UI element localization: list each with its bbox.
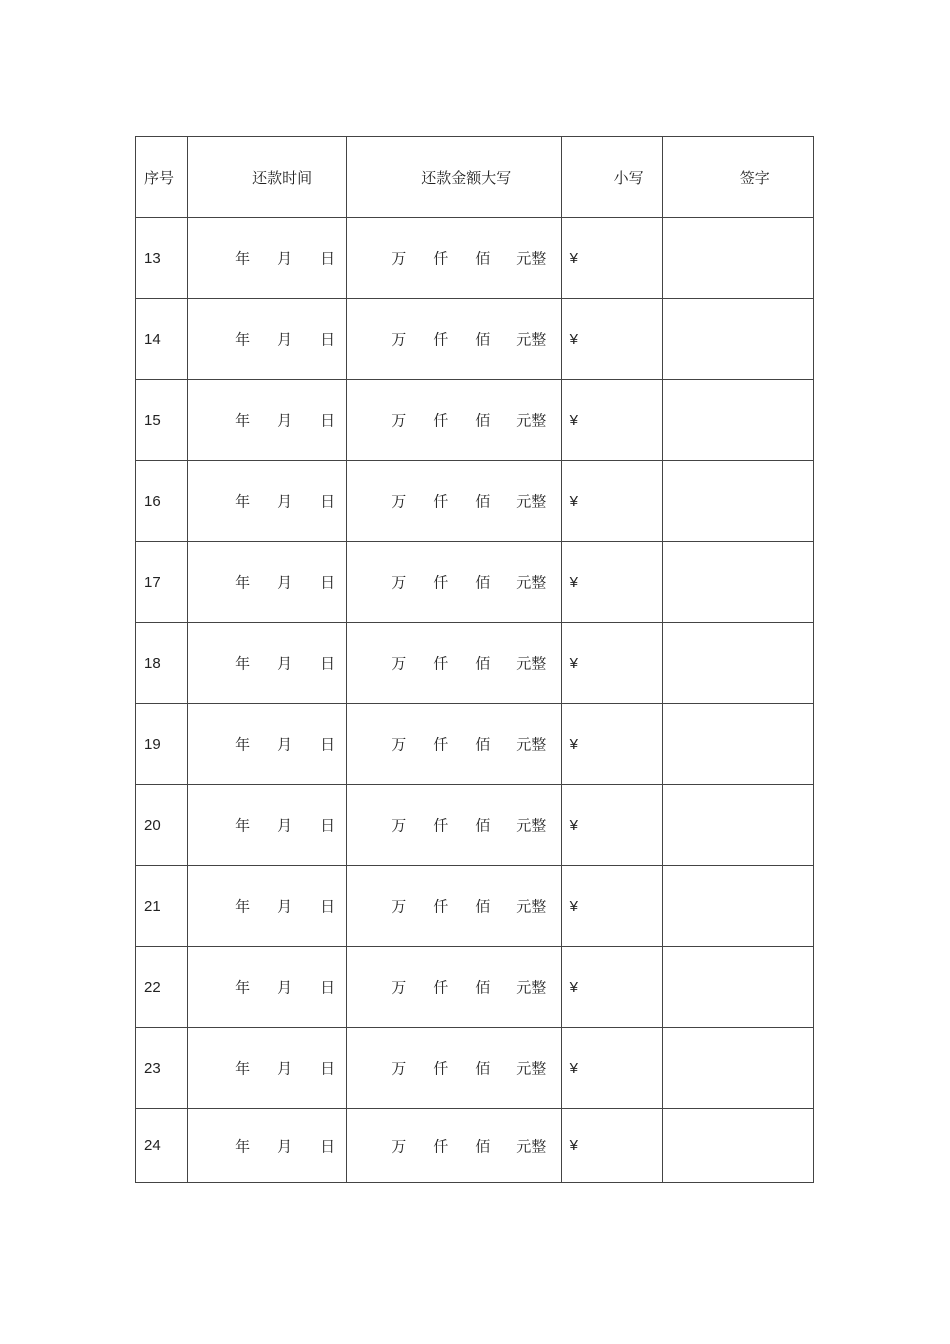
- bai-unit: 佰: [475, 411, 491, 430]
- currency-symbol: ¥: [569, 978, 578, 996]
- day-unit: 日: [320, 573, 336, 592]
- row-index: 19: [136, 704, 188, 785]
- yuan-unit: 元整: [516, 1059, 547, 1078]
- repayment-date-cell[interactable]: [188, 1028, 347, 1109]
- signature-cell[interactable]: [662, 299, 813, 380]
- qian-unit: 仟: [433, 1059, 449, 1078]
- yuan-unit: 元整: [516, 978, 547, 997]
- amount-in-words-cell[interactable]: [347, 380, 561, 461]
- signature-cell[interactable]: [662, 785, 813, 866]
- yuan-unit: 元整: [516, 330, 547, 349]
- header-signature: 签字: [662, 137, 813, 218]
- year-unit: 年: [235, 816, 251, 835]
- currency-symbol: ¥: [569, 330, 578, 348]
- year-unit: 年: [235, 411, 251, 430]
- table-row: [136, 1109, 814, 1183]
- qian-unit: 仟: [433, 1137, 449, 1155]
- signature-cell[interactable]: [662, 1109, 813, 1183]
- signature-cell[interactable]: [662, 623, 813, 704]
- table-row: [136, 461, 814, 542]
- repayment-date-cell[interactable]: [188, 623, 347, 704]
- amount-in-words-cell[interactable]: [347, 623, 561, 704]
- bai-unit: 佰: [475, 735, 491, 754]
- bai-unit: 佰: [475, 1059, 491, 1078]
- table-row: [136, 785, 814, 866]
- yuan-unit: 元整: [516, 492, 547, 511]
- repayment-date-cell[interactable]: [188, 1109, 347, 1183]
- bai-unit: 佰: [475, 816, 491, 835]
- yuan-unit: 元整: [516, 735, 547, 754]
- table-row: [136, 380, 814, 461]
- amount-in-figures-cell[interactable]: [561, 623, 662, 704]
- repayment-date-cell[interactable]: [188, 380, 347, 461]
- bai-unit: 佰: [475, 1137, 491, 1155]
- year-unit: 年: [235, 573, 251, 592]
- amount-in-words-cell[interactable]: [347, 299, 561, 380]
- signature-cell[interactable]: [662, 542, 813, 623]
- qian-unit: 仟: [433, 573, 449, 592]
- amount-in-figures-cell[interactable]: [561, 704, 662, 785]
- wan-unit: 万: [391, 654, 407, 673]
- wan-unit: 万: [391, 573, 407, 592]
- day-unit: 日: [320, 816, 336, 835]
- wan-unit: 万: [391, 492, 407, 511]
- amount-in-figures-cell[interactable]: [561, 1028, 662, 1109]
- repayment-date-cell[interactable]: [188, 299, 347, 380]
- amount-in-figures-cell[interactable]: [561, 461, 662, 542]
- repayment-date-cell[interactable]: [188, 785, 347, 866]
- row-index: 24: [136, 1109, 188, 1183]
- signature-cell[interactable]: [662, 1028, 813, 1109]
- amount-in-figures-cell[interactable]: [561, 380, 662, 461]
- currency-symbol: ¥: [569, 1137, 578, 1154]
- table-row: [136, 218, 814, 299]
- repayment-date-cell[interactable]: [188, 461, 347, 542]
- row-index: 22: [136, 947, 188, 1028]
- bai-unit: 佰: [475, 654, 491, 673]
- repayment-table: [135, 136, 814, 1183]
- day-unit: 日: [320, 978, 336, 997]
- currency-symbol: ¥: [569, 816, 578, 834]
- signature-cell[interactable]: [662, 218, 813, 299]
- bai-unit: 佰: [475, 249, 491, 268]
- yuan-unit: 元整: [516, 249, 547, 268]
- currency-symbol: ¥: [569, 654, 578, 672]
- year-unit: 年: [235, 492, 251, 511]
- year-unit: 年: [235, 654, 251, 673]
- wan-unit: 万: [391, 978, 407, 997]
- header-repayment-date: 还款时间: [188, 137, 347, 218]
- bai-unit: 佰: [475, 978, 491, 997]
- wan-unit: 万: [391, 411, 407, 430]
- table-row: [136, 1028, 814, 1109]
- signature-cell[interactable]: [662, 704, 813, 785]
- amount-in-figures-cell[interactable]: [561, 866, 662, 947]
- month-unit: 月: [277, 573, 293, 592]
- qian-unit: 仟: [433, 249, 449, 268]
- amount-in-words-cell[interactable]: [347, 1028, 561, 1109]
- yuan-unit: 元整: [516, 411, 547, 430]
- month-unit: 月: [277, 897, 293, 916]
- header-index: 序号: [136, 137, 188, 218]
- day-unit: 日: [320, 654, 336, 673]
- table-row: [136, 623, 814, 704]
- amount-in-words-cell[interactable]: [347, 542, 561, 623]
- row-index: 17: [136, 542, 188, 623]
- table-row: [136, 947, 814, 1028]
- year-unit: 年: [235, 330, 251, 349]
- amount-in-figures-cell[interactable]: [561, 542, 662, 623]
- qian-unit: 仟: [433, 330, 449, 349]
- wan-unit: 万: [391, 249, 407, 268]
- bai-unit: 佰: [475, 330, 491, 349]
- row-index: 20: [136, 785, 188, 866]
- month-unit: 月: [277, 978, 293, 997]
- year-unit: 年: [235, 1059, 251, 1078]
- table-row: [136, 704, 814, 785]
- qian-unit: 仟: [433, 897, 449, 916]
- day-unit: 日: [320, 249, 336, 268]
- repayment-date-cell[interactable]: [188, 866, 347, 947]
- yuan-unit: 元整: [516, 1137, 547, 1155]
- day-unit: 日: [320, 735, 336, 754]
- yuan-unit: 元整: [516, 573, 547, 592]
- repayment-date-cell[interactable]: [188, 218, 347, 299]
- currency-symbol: ¥: [569, 249, 578, 267]
- qian-unit: 仟: [433, 654, 449, 673]
- day-unit: 日: [320, 897, 336, 916]
- wan-unit: 万: [391, 816, 407, 835]
- month-unit: 月: [277, 1059, 293, 1078]
- month-unit: 月: [277, 654, 293, 673]
- month-unit: 月: [277, 411, 293, 430]
- amount-in-words-cell[interactable]: [347, 1109, 561, 1183]
- amount-in-figures-cell[interactable]: [561, 1109, 662, 1183]
- month-unit: 月: [277, 330, 293, 349]
- bai-unit: 佰: [475, 573, 491, 592]
- year-unit: 年: [235, 1137, 251, 1155]
- wan-unit: 万: [391, 897, 407, 916]
- amount-in-words-cell[interactable]: [347, 866, 561, 947]
- day-unit: 日: [320, 411, 336, 430]
- qian-unit: 仟: [433, 411, 449, 430]
- qian-unit: 仟: [433, 735, 449, 754]
- bai-unit: 佰: [475, 897, 491, 916]
- day-unit: 日: [320, 330, 336, 349]
- row-index: 18: [136, 623, 188, 704]
- currency-symbol: ¥: [569, 411, 578, 429]
- table-row: [136, 866, 814, 947]
- row-index: 21: [136, 866, 188, 947]
- amount-in-figures-cell[interactable]: [561, 947, 662, 1028]
- wan-unit: 万: [391, 1137, 407, 1155]
- signature-cell[interactable]: [662, 380, 813, 461]
- day-unit: 日: [320, 1137, 336, 1155]
- day-unit: 日: [320, 1059, 336, 1078]
- currency-symbol: ¥: [569, 573, 578, 591]
- amount-in-words-cell[interactable]: [347, 704, 561, 785]
- row-index: 13: [136, 218, 188, 299]
- table-row: [136, 299, 814, 380]
- signature-cell[interactable]: [662, 947, 813, 1028]
- amount-in-words-cell[interactable]: [347, 785, 561, 866]
- row-index: 16: [136, 461, 188, 542]
- wan-unit: 万: [391, 1059, 407, 1078]
- repayment-date-cell[interactable]: [188, 704, 347, 785]
- bai-unit: 佰: [475, 492, 491, 511]
- day-unit: 日: [320, 492, 336, 511]
- wan-unit: 万: [391, 735, 407, 754]
- amount-in-figures-cell[interactable]: [561, 218, 662, 299]
- month-unit: 月: [277, 492, 293, 511]
- yuan-unit: 元整: [516, 654, 547, 673]
- row-index: 15: [136, 380, 188, 461]
- yuan-unit: 元整: [516, 897, 547, 916]
- amount-in-words-cell[interactable]: [347, 461, 561, 542]
- repayment-date-cell[interactable]: [188, 947, 347, 1028]
- qian-unit: 仟: [433, 978, 449, 997]
- year-unit: 年: [235, 978, 251, 997]
- currency-symbol: ¥: [569, 1059, 578, 1077]
- amount-in-words-cell[interactable]: [347, 947, 561, 1028]
- yuan-unit: 元整: [516, 816, 547, 835]
- table-row: [136, 542, 814, 623]
- header-amount-in-figures: 小写: [561, 137, 662, 218]
- header-amount-in-words: 还款金额大写: [347, 137, 561, 218]
- qian-unit: 仟: [433, 492, 449, 511]
- month-unit: 月: [277, 816, 293, 835]
- month-unit: 月: [277, 249, 293, 268]
- amount-in-words-cell[interactable]: [347, 218, 561, 299]
- signature-cell[interactable]: [662, 461, 813, 542]
- amount-in-figures-cell[interactable]: [561, 785, 662, 866]
- year-unit: 年: [235, 735, 251, 754]
- currency-symbol: ¥: [569, 897, 578, 915]
- year-unit: 年: [235, 249, 251, 268]
- repayment-date-cell[interactable]: [188, 542, 347, 623]
- table-header-row: [136, 137, 814, 218]
- row-index: 14: [136, 299, 188, 380]
- row-index: 23: [136, 1028, 188, 1109]
- currency-symbol: ¥: [569, 735, 578, 753]
- year-unit: 年: [235, 897, 251, 916]
- wan-unit: 万: [391, 330, 407, 349]
- month-unit: 月: [277, 1137, 293, 1155]
- amount-in-figures-cell[interactable]: [561, 299, 662, 380]
- signature-cell[interactable]: [662, 866, 813, 947]
- qian-unit: 仟: [433, 816, 449, 835]
- currency-symbol: ¥: [569, 492, 578, 510]
- month-unit: 月: [277, 735, 293, 754]
